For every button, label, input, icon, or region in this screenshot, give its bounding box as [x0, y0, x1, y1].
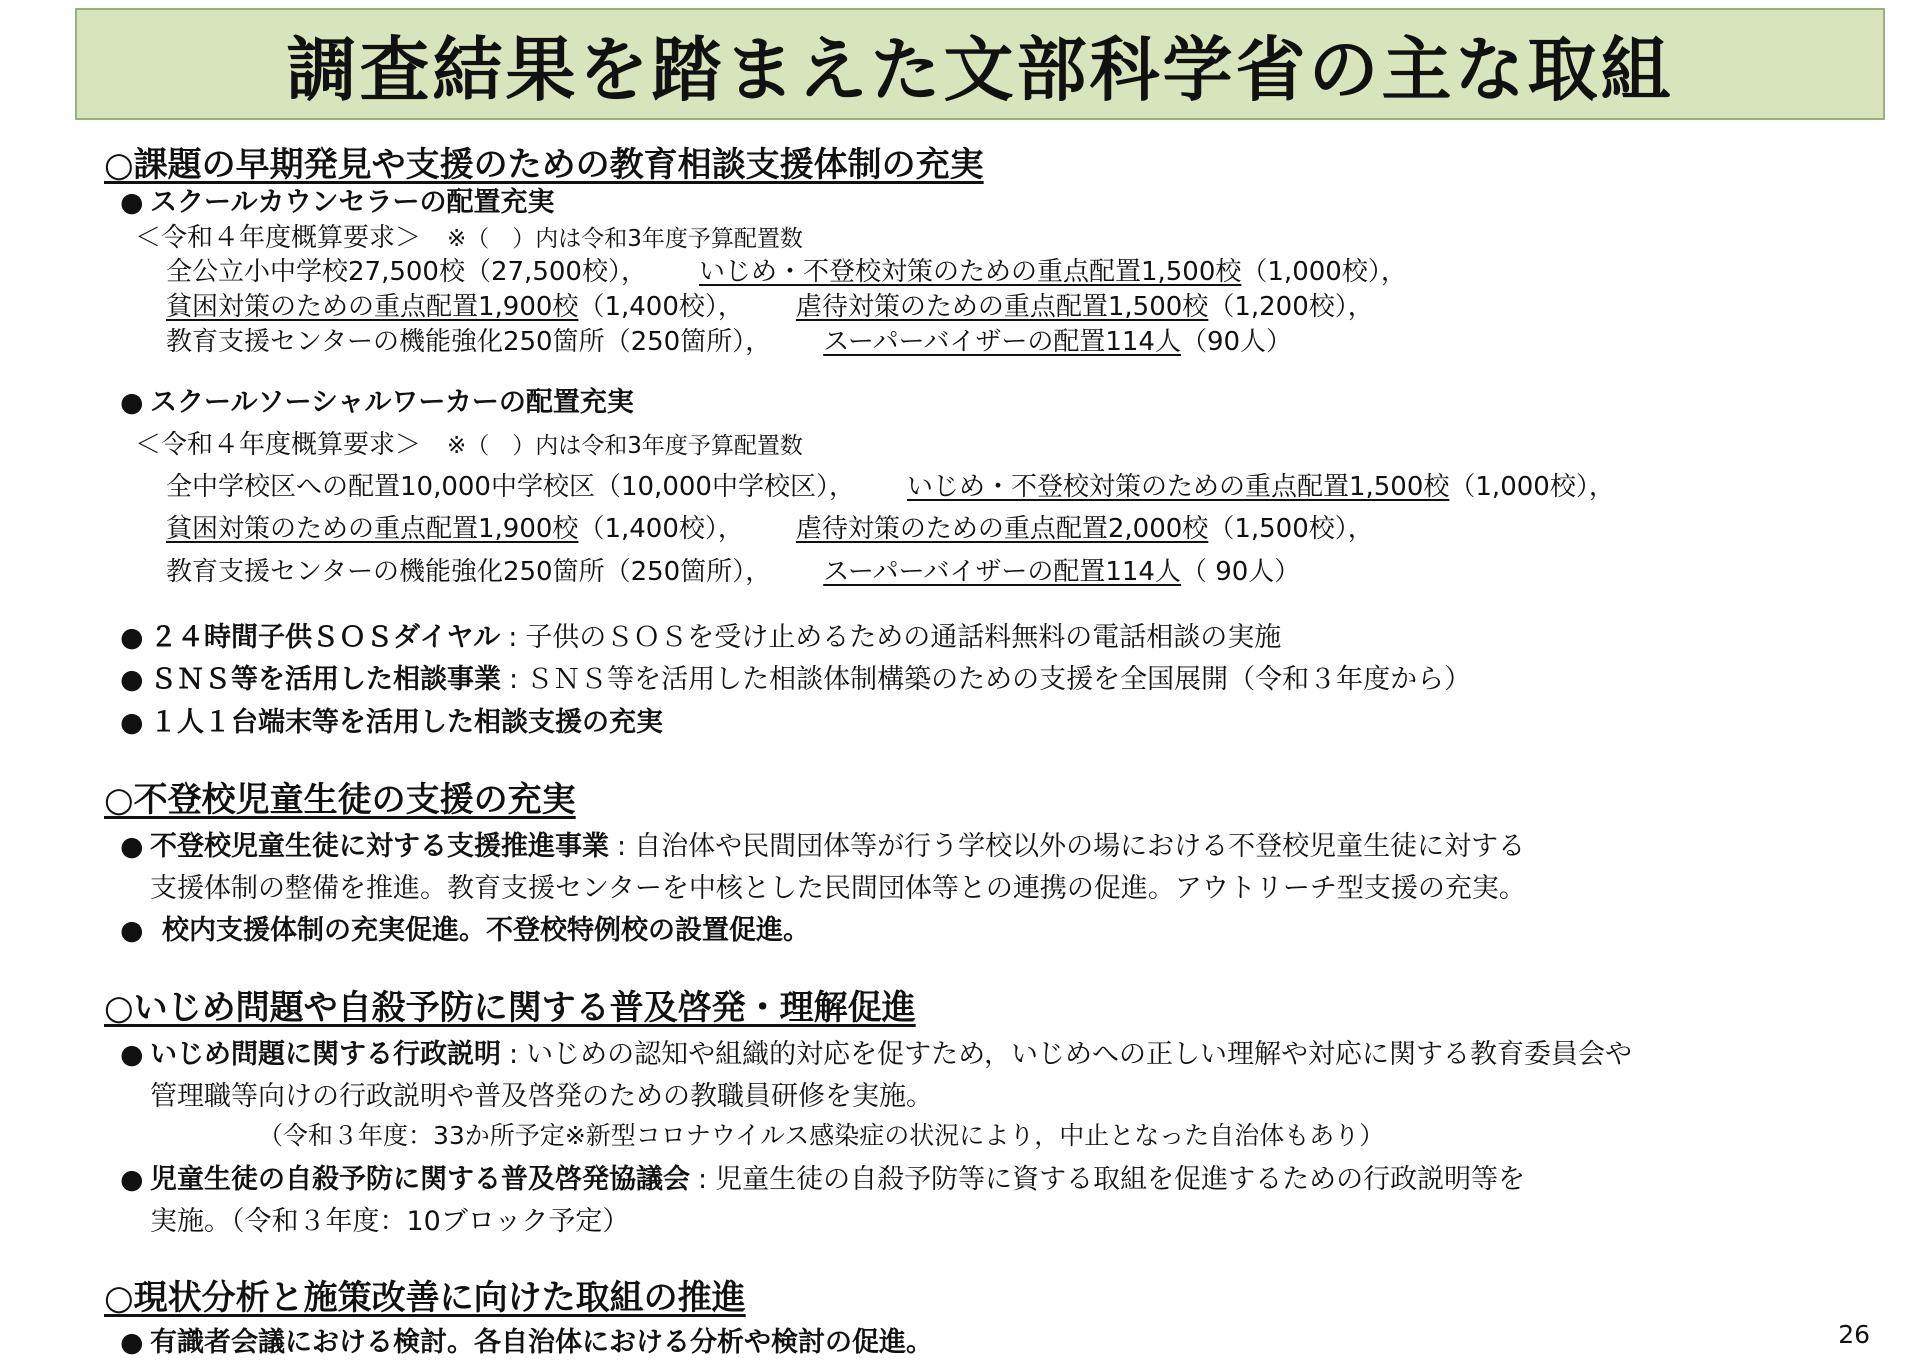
bullet-device: ● １人１台端末等を活用した相談支援の充実: [120, 707, 663, 738]
bullet-sos-dial: ● ２４時間子供ＳＯＳダイヤル : 子供のＳＯＳを受け止めるための通話料無料の電話相談の実施: [120, 622, 1282, 653]
bullet-icon: ●: [120, 664, 144, 695]
social-worker-request: ＜令和４年度概算要求＞ ※（ ）内は令和3年度予算配置数: [135, 430, 803, 460]
truancy-support-continued: 支援体制の整備を推進。教育支援センターを中核とした民間団体等との連携の促進。アウトリーチ型支援の充実。: [150, 873, 1526, 904]
section-heading-consultation: ○課題の早期発見や支援のための教育相談支援体制の充実: [104, 145, 984, 185]
counselor-row-1: 全公立小中学校27,500校（27,500校）， いじめ・不登校対策のための重点配置1,500校（1,000校），: [166, 257, 1407, 287]
page-title: 調査結果を踏まえた文部科学省の主な取組: [286, 28, 1674, 111]
bullet-social-worker: ● スクールソーシャルワーカーの配置充実: [120, 387, 634, 418]
bullet-icon: ●: [120, 387, 144, 418]
bullet-icon: ●: [120, 915, 144, 946]
bullet-truancy-support: ● 不登校児童生徒に対する支援推進事業 : 自治体や民間団体等が行う学校以外の場における不登校児童生徒に対する: [120, 831, 1526, 862]
bullying-briefing-continued: 管理職等向けの行政説明や普及啓発のための教職員研修を実施。: [150, 1081, 933, 1112]
bullet-expert-meeting: ● 有識者会議における検討。各自治体における分析や検討の促進。: [120, 1327, 933, 1358]
social-worker-row-1: 全中学校区への配置10,000中学校区（10,000中学校区）， いじめ・不登校対策のための重点配置1,500校（1,000校），: [166, 472, 1615, 502]
counselor-row-3: 教育支援センターの機能強化250箇所（250箇所）， スーパーバイザーの配置114人（90人）: [166, 327, 1293, 357]
suicide-prevention-continued: 実施。（令和３年度：10ブロック予定）: [150, 1206, 630, 1237]
section-heading-bullying: ○いじめ問題や自殺予防に関する普及啓発・理解促進: [104, 988, 916, 1028]
bullet-icon: ●: [120, 187, 144, 218]
page-number: 26: [1838, 1320, 1870, 1349]
section-heading-truancy: ○不登校児童生徒の支援の充実: [104, 780, 576, 820]
bullet-counselor: ● スクールカウンセラーの配置充実: [120, 187, 555, 218]
section-heading-analysis: ○現状分析と施策改善に向けた取組の推進: [104, 1278, 746, 1318]
bullet-suicide-prevention: ● 児童生徒の自殺予防に関する普及啓発協議会 : 児童生徒の自殺予防等に資する取組を促進するための行政説明等を: [120, 1164, 1526, 1195]
bullet-icon: ●: [120, 1327, 144, 1358]
bullet-bullying-briefing: ● いじめ問題に関する行政説明 : いじめの認知や組織的対応を促すため，いじめへの正しい理解や対応に関する教育委員会や: [120, 1039, 1633, 1070]
bullet-icon: ●: [120, 1164, 144, 1195]
social-worker-row-3: 教育支援センターの機能強化250箇所（250箇所）， スーパーバイザーの配置114人（ 90人）: [166, 557, 1301, 587]
bullet-icon: ●: [120, 707, 144, 738]
bullet-sns: ● ＳＮＳ等を活用した相談事業 : ＳＮＳ等を活用した相談体制構築のための支援を全国展開（令和３年度から）: [120, 664, 1472, 695]
counselor-request: ＜令和４年度概算要求＞ ※（ ）内は令和3年度予算配置数: [135, 223, 803, 253]
title-banner: [75, 8, 1885, 120]
bullying-briefing-note: （令和３年度：33か所予定※新型コロナウイルス感染症の状況により，中止となった自治体もあり）: [258, 1121, 1385, 1150]
social-worker-row-2: 貧困対策のための重点配置1,900校（1,400校）， 虐待対策のための重点配置2,000校（1,500校），: [166, 514, 1374, 544]
bullet-icon: ●: [120, 1039, 144, 1070]
bullet-in-school-support: ● 校内支援体制の充実促進。不登校特例校の設置促進。: [120, 915, 810, 946]
bullet-icon: ●: [120, 831, 144, 862]
counselor-row-2: 貧困対策のための重点配置1,900校（1,400校）， 虐待対策のための重点配置1,500校（1,200校），: [166, 292, 1374, 322]
bullet-icon: ●: [120, 622, 144, 653]
